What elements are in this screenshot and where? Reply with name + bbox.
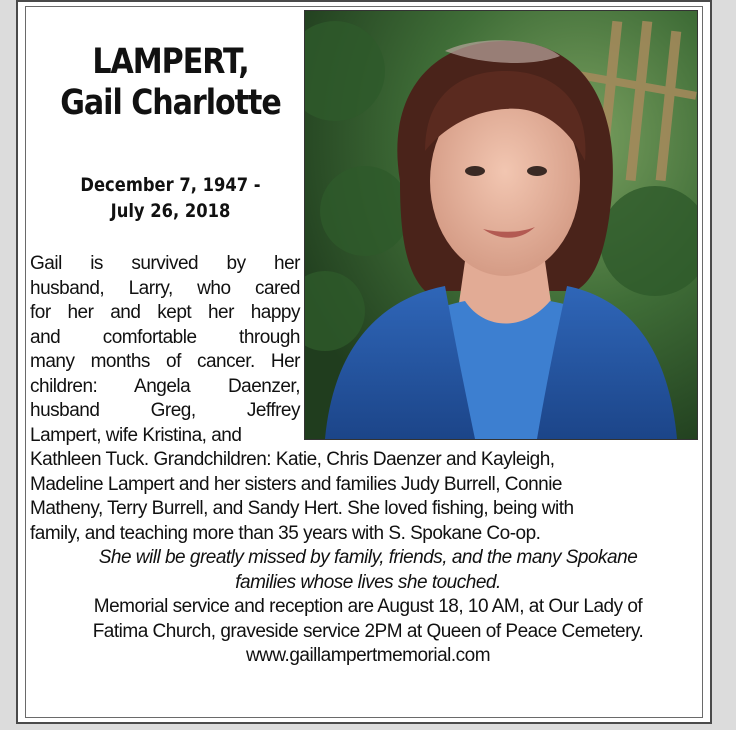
- body-line-text: husband, Larry, who cared: [30, 277, 300, 299]
- service-line: Memorial service and reception are August 18, 10 AM, at Our Lady of: [93, 596, 643, 617]
- body-line: [30, 522, 706, 547]
- body-line-text: Madeline Lampert and her sisters and families Judy Burrell, Connie: [30, 473, 562, 495]
- body-line: [30, 399, 300, 424]
- tribute-line: She will be greatly missed by family, friends, and the many Spokane: [98, 547, 638, 568]
- body-line: [30, 350, 300, 375]
- body-line-text: Lampert, wife Kristina, and: [30, 424, 242, 446]
- body-line: [30, 326, 300, 351]
- body-line: [30, 448, 706, 473]
- obituary-heading: [38, 42, 303, 124]
- surname: LAMPERT,: [92, 42, 249, 82]
- memorial-website-link[interactable]: www.gaillampertmemorial.com: [245, 645, 491, 666]
- body-line-text: family, and teaching more than 35 years with S. Spokane Co-op.: [30, 522, 541, 544]
- body-line-text: children: Angela Daenzer,: [30, 375, 300, 397]
- body-line-text: and comfortable through: [30, 326, 300, 348]
- birth-date: December 7, 1947 -: [80, 174, 261, 196]
- service-line: Fatima Church, graveside service 2PM at Queen of Peace Cemetery.: [92, 620, 644, 642]
- life-dates: [38, 172, 303, 224]
- body-line-text: husband Greg, Jeffrey: [30, 400, 300, 421]
- body-line-text: Kathleen Tuck. Grandchildren: Katie, Chris Daenzer and Kayleigh,: [30, 449, 555, 470]
- body-line: [30, 252, 300, 277]
- death-date: July 26, 2018: [110, 200, 231, 222]
- body-line-text: for her and kept her happy: [30, 302, 300, 323]
- obituary-frame: [16, 0, 712, 724]
- body-line: [30, 497, 706, 522]
- given-names: Gail Charlotte: [60, 83, 281, 123]
- body-line: [30, 473, 706, 498]
- body-line-text: Gail is survived by her: [30, 253, 300, 274]
- body-line: [30, 424, 300, 449]
- obituary-body: [30, 252, 706, 669]
- body-line: [30, 277, 300, 302]
- body-line-text: Matheny, Terry Burrell, and Sandy Hert. She loved fishing, being with: [30, 498, 574, 519]
- tribute-line: families whose lives she touched.: [235, 571, 501, 593]
- body-line-text: many months of cancer. Her: [30, 351, 300, 372]
- body-line: [30, 301, 300, 326]
- body-line: [30, 375, 300, 400]
